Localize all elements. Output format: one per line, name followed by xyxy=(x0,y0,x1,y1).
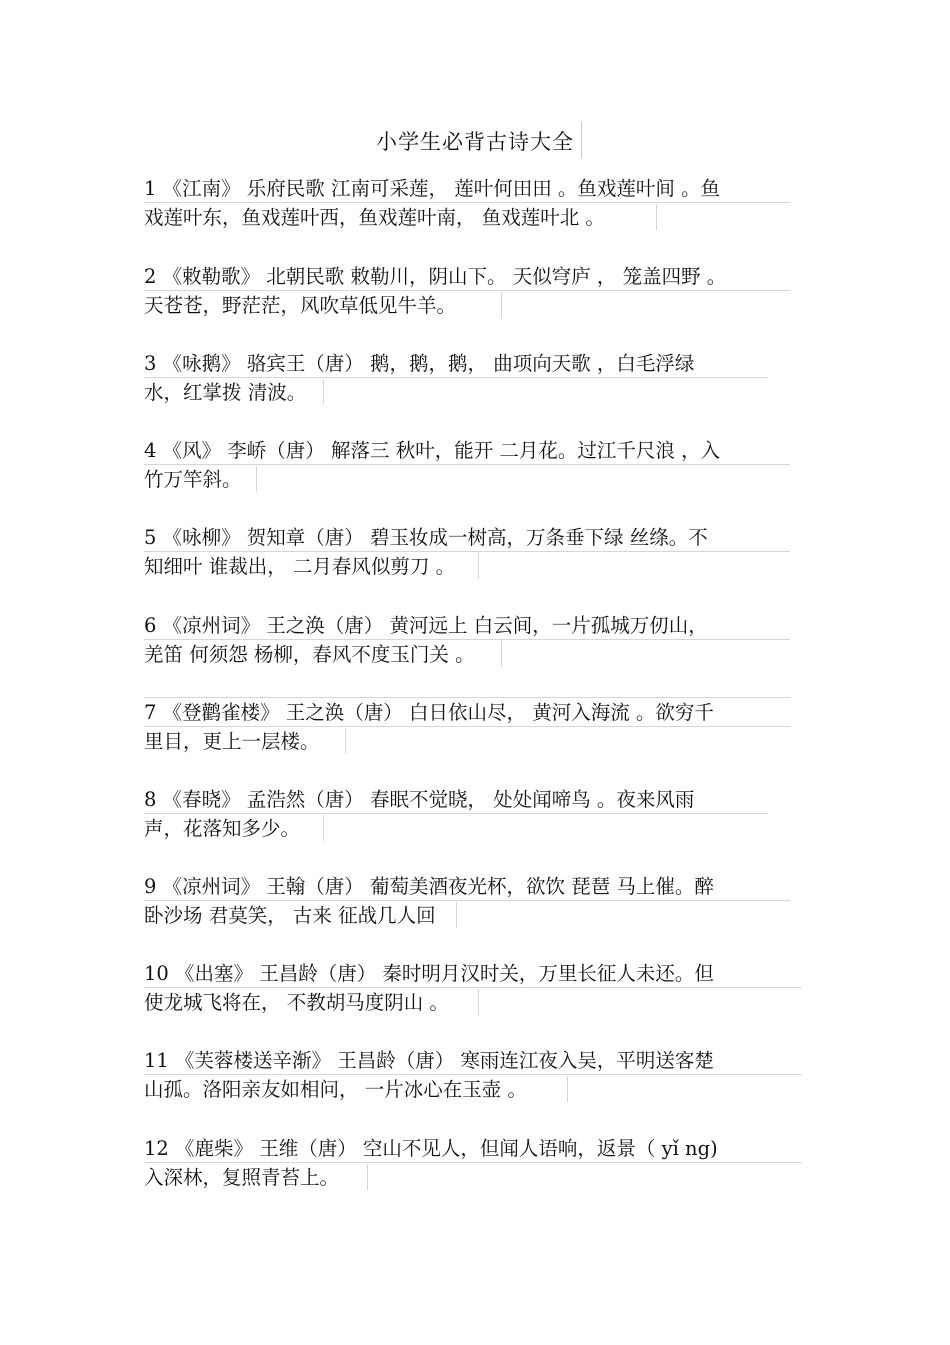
divider xyxy=(323,815,324,841)
divider xyxy=(144,697,790,698)
poem-entry xyxy=(144,872,792,930)
divider xyxy=(144,290,790,291)
divider xyxy=(501,292,502,318)
poem-line: 10 《出塞》 王昌龄（唐） 秦时明月汉时关，万里长征人未还。但 xyxy=(144,962,714,985)
poem-entry xyxy=(144,611,792,669)
divider xyxy=(256,466,257,492)
poem-line: 戏莲叶东，鱼戏莲叶西，鱼戏莲叶南， 鱼戏莲叶北 。 xyxy=(144,206,605,229)
poem-line: 12 《鹿柴》 王维（唐） 空山不见人，但闻人语响，返景（ yǐ ng) xyxy=(144,1137,718,1160)
poem-entry xyxy=(144,349,792,407)
poem-line: 天苍苍，野茫茫，风吹草低见牛羊。 xyxy=(144,294,457,317)
poem-entry xyxy=(144,1134,792,1192)
divider xyxy=(501,641,502,667)
divider xyxy=(144,1074,802,1075)
divider xyxy=(144,202,790,203)
poem-entry xyxy=(144,1046,792,1104)
divider xyxy=(478,989,479,1015)
poem-line: 使龙城飞将在， 不教胡马度阴山 。 xyxy=(144,991,449,1014)
poem-line: 6 《凉州词》 王之涣（唐） 黄河远上 白云间，一片孤城万仞山， xyxy=(144,614,708,637)
divider xyxy=(323,379,324,405)
poem-entry xyxy=(144,698,792,756)
poem-line: 竹万竿斜。 xyxy=(144,468,242,491)
poem-line: 山孤。洛阳亲友如相问， 一片冰心在玉壶 。 xyxy=(144,1078,527,1101)
divider xyxy=(656,204,657,230)
divider xyxy=(456,902,457,928)
divider xyxy=(144,987,802,988)
poem-line: 7 《登鹳雀楼》 王之涣（唐） 白日依山尽， 黄河入海流 。欲穷千 xyxy=(144,701,714,724)
poem-line: 1 《江南》 乐府民歌 江南可采莲， 莲叶何田田 。鱼戏莲叶间 。鱼 xyxy=(144,177,721,200)
divider xyxy=(144,377,768,378)
poem-line: 5 《咏柳》 贺知章（唐） 碧玉妆成一树高，万条垂下绿 丝绦。不 xyxy=(144,526,708,549)
poem-line: 知细叶 谁裁出， 二月春风似剪刀 。 xyxy=(144,555,456,578)
poem-line: 4 《风》 李峤（唐） 解落三 秋叶，能开 二月花。过江千尺浪 ，入 xyxy=(144,439,721,462)
poem-line: 里目，更上一层楼。 xyxy=(144,730,320,753)
poem-line: 羌笛 何须怨 杨柳，春风不度玉门关 。 xyxy=(144,643,475,666)
poem-entry xyxy=(144,436,792,494)
divider xyxy=(144,726,790,727)
divider xyxy=(581,122,582,158)
poem-line: 声，花落知多少。 xyxy=(144,817,301,840)
divider xyxy=(478,553,479,579)
poem-line: 8 《春晓》 孟浩然（唐） 春眠不觉晓， 处处闻啼鸟 。夜来风雨 xyxy=(144,788,695,811)
poem-entry xyxy=(144,174,792,232)
poem-line: 11 《芙蓉楼送辛渐》 王昌龄（唐） 寒雨连江夜入吴，平明送客楚 xyxy=(144,1049,714,1072)
poem-line: 3 《咏鹅》 骆宾王（唐） 鹅，鹅，鹅， 曲项向天歌 ，白毛浮绿 xyxy=(144,352,695,375)
poem-entry xyxy=(144,262,792,320)
poem-entry xyxy=(144,785,792,843)
divider xyxy=(144,551,790,552)
poem-entry xyxy=(144,959,792,1017)
poem-line: 卧沙场 君莫笑， 古来 征战几人回 xyxy=(144,904,436,927)
divider xyxy=(144,900,790,901)
poem-line: 2 《敕勒歌》 北朝民歌 敕勒川，阴山下。 天似穹庐 ， 笼盖四野 。 xyxy=(144,265,727,288)
divider xyxy=(144,813,768,814)
divider xyxy=(144,464,790,465)
page-title: 小学生必背古诗大全 xyxy=(376,130,574,154)
poem-line: 水，红掌拨 清波。 xyxy=(144,381,307,404)
divider xyxy=(567,1076,568,1102)
poem-line: 入深林，复照青苔上。 xyxy=(144,1166,340,1189)
divider xyxy=(367,1164,368,1190)
poem-line: 9 《凉州词》 王翰（唐） 葡萄美酒夜光杯，欲饮 琵琶 马上催。醉 xyxy=(144,875,714,898)
divider xyxy=(144,639,790,640)
divider xyxy=(345,728,346,754)
poem-entry xyxy=(144,523,792,581)
divider xyxy=(144,1162,802,1163)
